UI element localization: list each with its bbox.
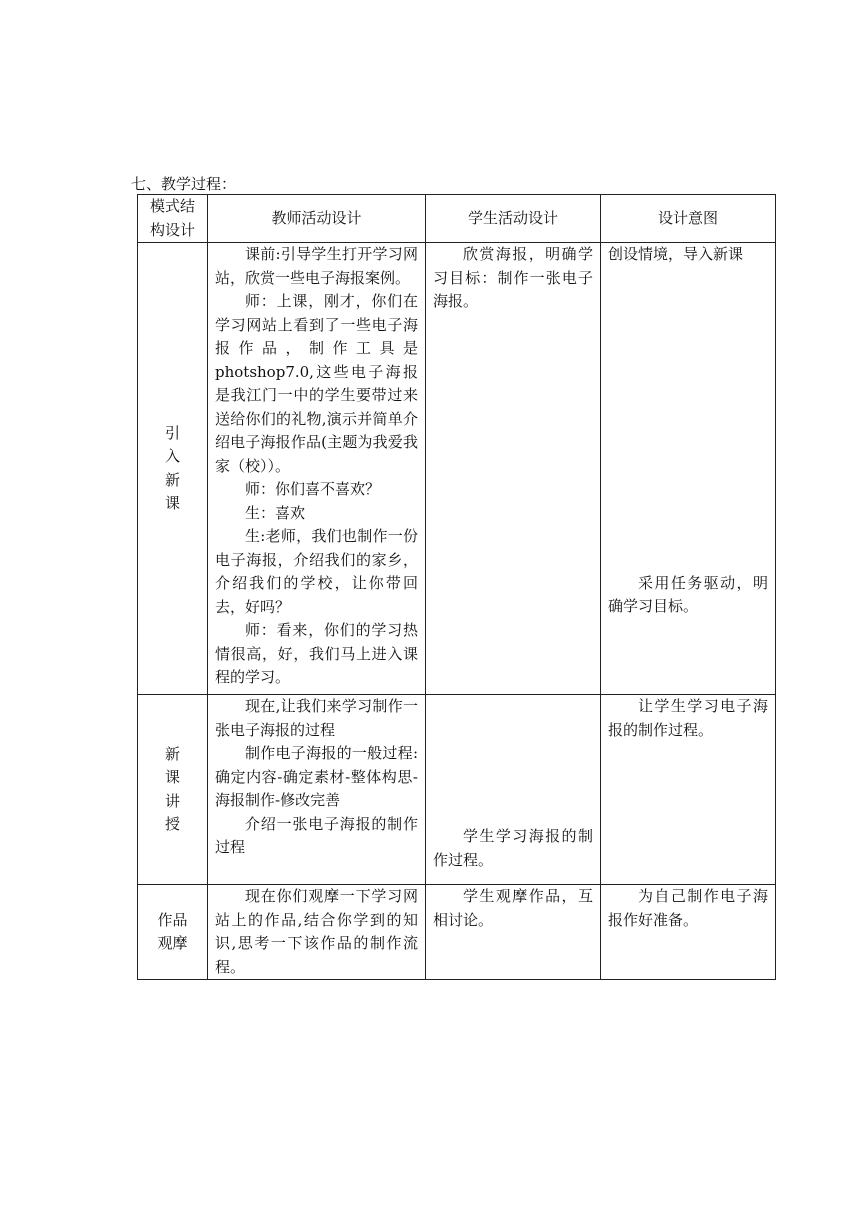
table-row [138, 243, 776, 695]
student-activity-cell [426, 885, 601, 980]
table-header-row [138, 195, 776, 243]
teacher-paragraph: 课前:引导学生打开学习网站，欣赏一些电子海报案例。 [215, 245, 418, 287]
header-mode-line-1: 模式结 [149, 197, 195, 215]
row-mode-cell [138, 243, 208, 695]
table-row [138, 695, 776, 885]
mode-char: 授 [165, 815, 181, 833]
student-activity-cell [426, 243, 601, 695]
intent-paragraph: 为自己制作电子海报作好准备。 [608, 887, 768, 929]
teacher-paragraph: 制作电子海报的一般过程:确定内容-确定素材-整体构思-海报制作-修改完善 [215, 744, 418, 809]
design-intent-cell [601, 695, 776, 885]
teacher-paragraph: 介绍一张电子海报的制作过程 [215, 814, 418, 856]
teacher-paragraph: 现在你们观摩一下学习网站上的作品,结合你学到的知识,思考一下该作品的制作流程。 [215, 887, 418, 976]
mode-char: 课 [165, 768, 181, 786]
mode-line: 作品 [157, 910, 188, 929]
header-intent: 设计意图 [601, 195, 776, 243]
mode-char: 课 [165, 494, 181, 512]
header-teacher: 教师活动设计 [208, 195, 426, 243]
intent-paragraph: 让学生学习电子海报的制作过程。 [608, 697, 768, 739]
mode-char: 引 [165, 423, 181, 442]
mode-line: 观摩 [157, 934, 188, 952]
intent-paragraph: 采用任务驱动，明确学习目标。 [608, 573, 768, 615]
mode-char: 讲 [165, 791, 181, 810]
teacher-activity-cell [208, 243, 426, 695]
teaching-process-table [137, 194, 776, 980]
teacher-paragraph: 师：看来，你们的学习热情很高，好，我们马上进入课程的学习。 [215, 621, 418, 686]
header-mode-line-2: 构设计 [149, 220, 195, 239]
student-paragraph: 学生观摩作品，互相讨论。 [433, 887, 593, 929]
teacher-paragraph: 师：上课，刚才，你们在学习网站上看到了一些电子海报作品，制作工具是photshop7.0,这些电子海报是我江门一中的学生要带过来送给你们的礼物,演示并简单介绍电子海报作品(主题为我爱我家（校））。 [215, 292, 418, 475]
design-intent-cell [601, 243, 776, 695]
mode-char: 入 [165, 447, 181, 465]
teacher-paragraph: 现在,让我们来学习制作一张电子海报的过程 [215, 697, 418, 739]
row-mode-cell [138, 695, 208, 885]
table-row [138, 885, 776, 980]
teacher-paragraph: 生：喜欢 [245, 503, 306, 522]
design-intent-cell [601, 885, 776, 980]
teacher-activity-cell [208, 695, 426, 885]
header-mode [138, 195, 208, 243]
teacher-paragraph: 师：你们喜不喜欢？ [245, 480, 381, 498]
student-activity-cell [426, 695, 601, 885]
row-mode-cell [138, 885, 208, 980]
header-student: 学生活动设计 [426, 195, 601, 243]
intent-paragraph: 创设情境，导入新课 [608, 245, 744, 263]
mode-char: 新 [165, 744, 181, 763]
mode-char: 新 [165, 470, 181, 489]
section-heading: 七、教学过程： [131, 175, 237, 193]
student-paragraph: 学生学习海报的制作过程。 [433, 827, 593, 869]
teacher-activity-cell [208, 885, 426, 980]
student-paragraph: 欣赏海报，明确学习目标：制作一张电子海报。 [433, 245, 593, 310]
teacher-paragraph: 生:老师，我们也制作一份电子海报，介绍我们的家乡，介绍我们的学校，让你带回去，好吗？ [215, 527, 418, 616]
